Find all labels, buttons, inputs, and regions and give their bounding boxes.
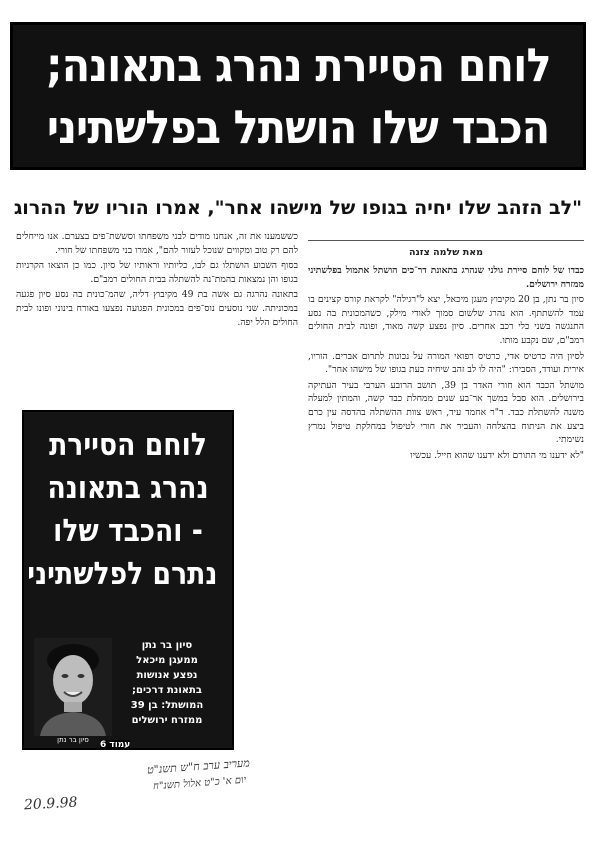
- page-reference: עמוד 6: [100, 740, 131, 750]
- inset-caption-line: בתאונת דרכים;: [132, 685, 202, 696]
- article-right-column: [308, 232, 584, 464]
- inset-caption: [112, 638, 222, 728]
- inset-title-line: נהרג בתאונה: [47, 470, 209, 506]
- article-paragraph: כבדו של לוחם סיירת גולני שנהרג בתאונת דר־כים הושתל אתמול בפלשתיני ממזרח ירושלים.: [308, 265, 584, 290]
- headline-banner: [10, 22, 586, 170]
- headline-line-1: לוחם הסיירת נהרג בתאונה;: [45, 38, 551, 92]
- inset-caption-line: סיון בר נתן: [141, 640, 193, 651]
- portrait-photo: [34, 638, 112, 736]
- inset-title: [24, 424, 232, 596]
- article-paragraph: בתאונה נהרגה גם אשה בת 49 מקיבוץ דליה, שהמ־כונית בה נסע סיון פגעה במכוניתה. שני נוסעים נוס־פים במכונית הפגועה נפצעו באורח בינוני ופונו לבית החולים הלל יפה.: [16, 289, 298, 328]
- photo-label: סיון בר נתן: [57, 736, 89, 744]
- handwritten-line-1: מעריב ערב ח"ש תשנ"ט: [146, 756, 251, 777]
- article-paragraph: בסוף השבוע הושתלו גם לבו, כליותיו וראותיו של סיון. כמו כן הוצאו הקרניות בגופו והן נמצאות בהמת־נה להשתלה בבית החולים רמב"ם.: [16, 260, 298, 285]
- inset-caption-line: ממזרח ירושלים: [131, 715, 203, 726]
- article-paragraph: "לא ידענו מי התורם ולא ידענו שהוא חייל. עכשיו: [410, 449, 584, 461]
- byline: מאת שלמה צזנה: [308, 240, 584, 258]
- subheadline: "לב הזהב שלו יחיה בגופו של מישהו אחר", אמרו הוריו של ההרוג: [13, 197, 582, 219]
- inset-caption-line: ממעגן מיכאל: [136, 655, 198, 666]
- inset-clipping: [22, 410, 234, 750]
- article-paragraph: מושתל הכבד הוא חורי האדר בן 39, תושב הרובע הערבי בעיר העתיקה בירושלים. הוא סבל במשך אר־בע שנים ממחלת כבד קשה, והמתין למעלה משנה להשתלת כבד. ד"ר אחמד עיד, ראש צוות ההשתלה בהדסה עין כרם ביצע את הניתוח בהצלחה והעביר את חורי לטיפול במחלקת טיפול נמרץ נשימתי.: [308, 379, 584, 446]
- portrait-image: [34, 638, 112, 736]
- handwritten-line-2: יום א' כ"ט אלול תשנ"ח: [152, 774, 247, 793]
- handwritten-note: [23, 756, 251, 830]
- headline-line-2: הכבד שלו הושתל בפלשתיני: [46, 100, 550, 154]
- inset-title-line: - והכבד שלו: [53, 513, 203, 549]
- inset-title-line: לוחם הסיירת: [49, 427, 207, 463]
- handwritten-date: 20.9.98: [23, 794, 78, 814]
- article-paragraph: לסיון היה כרטיס אדי, כרטיס רפואי המורה על נכונות לתרום אברים. הוריו, אירית ועודד, הסבירו: "היה לו לב זהב שיחיה כעת בגופו של מישהו אחר".: [308, 350, 584, 376]
- inset-caption-line: נפצע אנושות: [136, 670, 198, 681]
- inset-title-line: נתרם לפלשתיני: [27, 556, 218, 592]
- article-left-column: [16, 230, 298, 331]
- article-paragraph: סיון בר נתן, בן 20 מקיבוץ מעגן מיכאל, יצא ל"רגילה" לקראת קורס קצינים בו עמד להשתתף. הוא נהרג שלשום סמוך לאודי מילק, כשהמכונית בה נסע התנגשה בשני כלי רכב אחרים. סיון נפצע קשה מאוד, ופונה לבית החולים רמב"ם, שם נקבע מותו.: [308, 294, 584, 346]
- article-paragraph: כששמענו את זה, אנחנו מודים לבני משפחתו וסששת־פים בצערם. אנו מייחלים להם רק טוב ומקווים שנוכל לעזור להם", אמרו בני משפחתו של חורי.: [16, 231, 298, 256]
- inset-caption-line: המושתל: בן 39: [130, 700, 204, 711]
